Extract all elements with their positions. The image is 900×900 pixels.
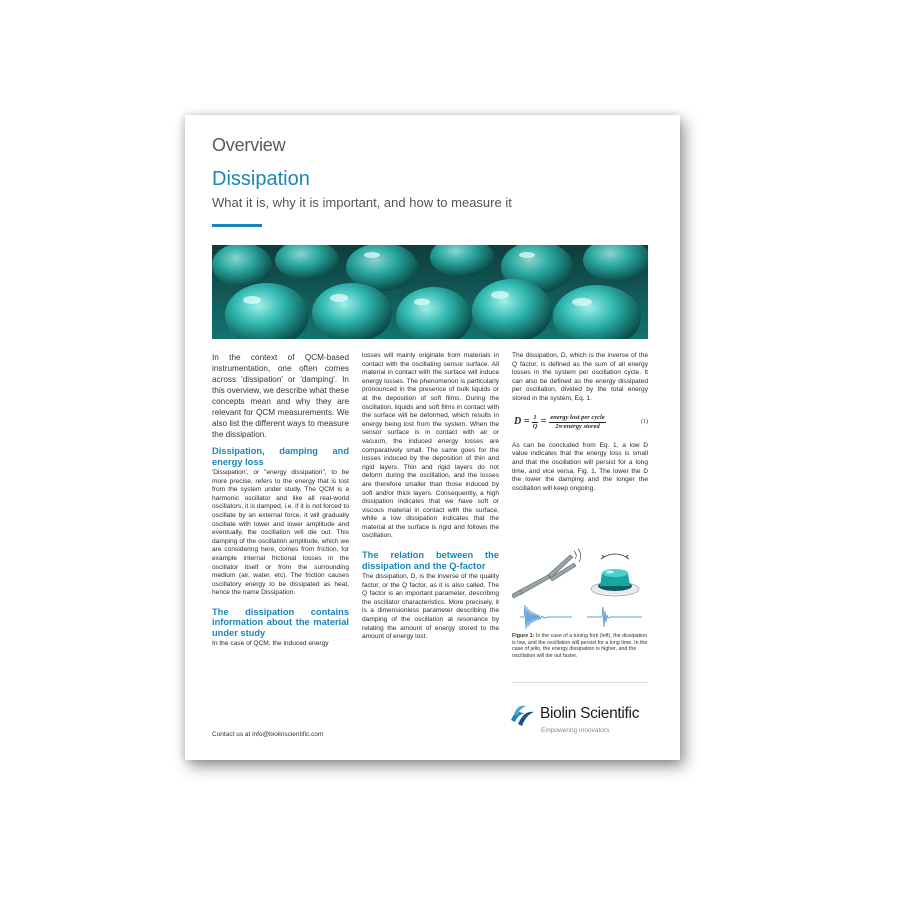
equation-fraction-1-over-q: $\frac{1}{Q}$ bbox=[532, 413, 538, 431]
biolin-logo-mark-icon bbox=[508, 700, 538, 730]
logo-tagline: Empowering Innovators bbox=[541, 727, 610, 734]
equation-equals: = bbox=[540, 416, 547, 428]
equation-fraction-energy bbox=[549, 414, 605, 432]
long-decay-waveform bbox=[520, 605, 572, 629]
figure-caption bbox=[512, 633, 648, 659]
jello-icon bbox=[591, 569, 639, 596]
section-body-dissipation-damping: 'Dissipation', or "energy dissipation", to be more precise, refers to the energy that is lost from the system under study. The QCM is a harmonic oscillator and like all real-world oscillators, it is damped, i.e. if it is not forced to oscillate by an external force, it will gradually oscillate with lower and lower amplitude and eventually, the oscillation will die out. This damping of the oscillation amplitude, which we are considering here, comes from friction, for example internal frictional losses in the oscillator itself or from the surrounding medium (air, water, etc). The friction causes oscillatory energy to be dissipated as heat, hence the name Dissipation. bbox=[212, 469, 349, 597]
equation-1 bbox=[514, 414, 648, 432]
figure-1 bbox=[512, 545, 648, 635]
tuning-fork-icon bbox=[512, 555, 576, 598]
intro-paragraph: In the context of QCM-based instrumentation, one often comes across 'dissipation' or 'damping'. In this overview, we describe what these concepts mean and why they are relevant for QCM measurements. We also list the different ways to measure the dissipation. bbox=[212, 353, 349, 439]
figure-caption-text: In the case of a tuning fork (left), the dissipation is low, and the oscillation will persist for a long time. In the case of jello, the energy dissipation is higher, and the oscillation will die out faster. bbox=[512, 633, 648, 659]
equation-lhs: D = bbox=[514, 416, 530, 428]
column-left bbox=[212, 352, 349, 649]
page-title: Dissipation bbox=[212, 168, 310, 190]
divider bbox=[512, 682, 648, 683]
column-middle bbox=[362, 352, 499, 642]
logo-company-name: Biolin Scientific bbox=[540, 705, 640, 722]
short-decay-waveform bbox=[587, 607, 642, 627]
section-heading-dissipation-damping: Dissipation, damping and energy loss bbox=[212, 446, 349, 467]
section-body-material-information: In the case of QCM, the induced energy bbox=[212, 640, 329, 648]
biolin-logo bbox=[508, 697, 653, 742]
hero-image bbox=[212, 245, 648, 339]
vibration-lines-icon bbox=[574, 549, 581, 562]
dissipation-definition-paragraph: The dissipation, D, which is the inverse of the Q factor, is defined as the sum of all energy losses in the system per oscillation cycle. It can also be defined as the energy dissipated per oscillation, divided by the total energy stored in the system, Eq. 1. bbox=[512, 352, 648, 402]
column-right bbox=[512, 352, 648, 493]
equation-number: (1) bbox=[641, 419, 648, 426]
hero-bubbles-graphic bbox=[212, 245, 648, 339]
equation-denominator: 2π·energy stored bbox=[555, 423, 600, 431]
section-heading-material-information: The dissipation contains information about the material under study bbox=[212, 606, 349, 638]
column-middle-paragraph: losses will mainly originate from materials in contact with the oscillating sensor surface. All material in contact with the surface will induce energy losses. The phenomenon is particularly pronounced in the presence of bulk liquids or at the deposition of soft films. During the oscillation, liquids and soft films in contact with the surface will be deformed, which results in energy being lost from the system. When the sensor surface is in contact with air or vacuum, the induced energy losses are comparatively small. The same goes for the losses induced by the deposition of thin and rigid layers. Thin and rigid layers do not deform during the oscillation, and the losses are therefore smaller than those induced by soft and/or thick layers. Consequently, a high dissipation indicates that we have soft or viscous material in contact with the surface, while a low dissipation indicates that the material at the surface is rigid and follows the oscillation. bbox=[362, 352, 499, 540]
figure-caption-label: Figure 1: bbox=[512, 633, 535, 639]
accent-bar bbox=[212, 224, 262, 227]
overline-label: Overview bbox=[212, 135, 286, 155]
figure-illustration bbox=[512, 545, 648, 635]
low-d-paragraph: As can be concluded from Eq. 1, a low D value indicates that the energy loss is small and that the oscillation will persist for a long time, and vice versa, Fig. 1. The lower the D the lower the damping and the longer the oscillation will keep ongoing. bbox=[512, 441, 648, 492]
page-subtitle: What it is, why it is important, and how to measure it bbox=[212, 195, 512, 210]
wobble-arrow-icon bbox=[601, 554, 629, 559]
section-heading-q-factor: The relation between the dissipation and the Q-factor bbox=[362, 550, 499, 571]
section-body-q-factor: The dissipation, D, is the inverse of the quality factor, or the Q factor, as it is also called. The Q factor is an important parameter, describing the oscillator characteristics. More precisely, it is a dimensionless parameter describing the damping of the oscillation at resonance by relating the amount of energy stored to the amount of energy lost. bbox=[362, 573, 499, 641]
contact-line: Contact us at info@biolinscientific.com bbox=[212, 731, 324, 738]
equation-numerator: energy lost per cycle bbox=[549, 414, 605, 424]
